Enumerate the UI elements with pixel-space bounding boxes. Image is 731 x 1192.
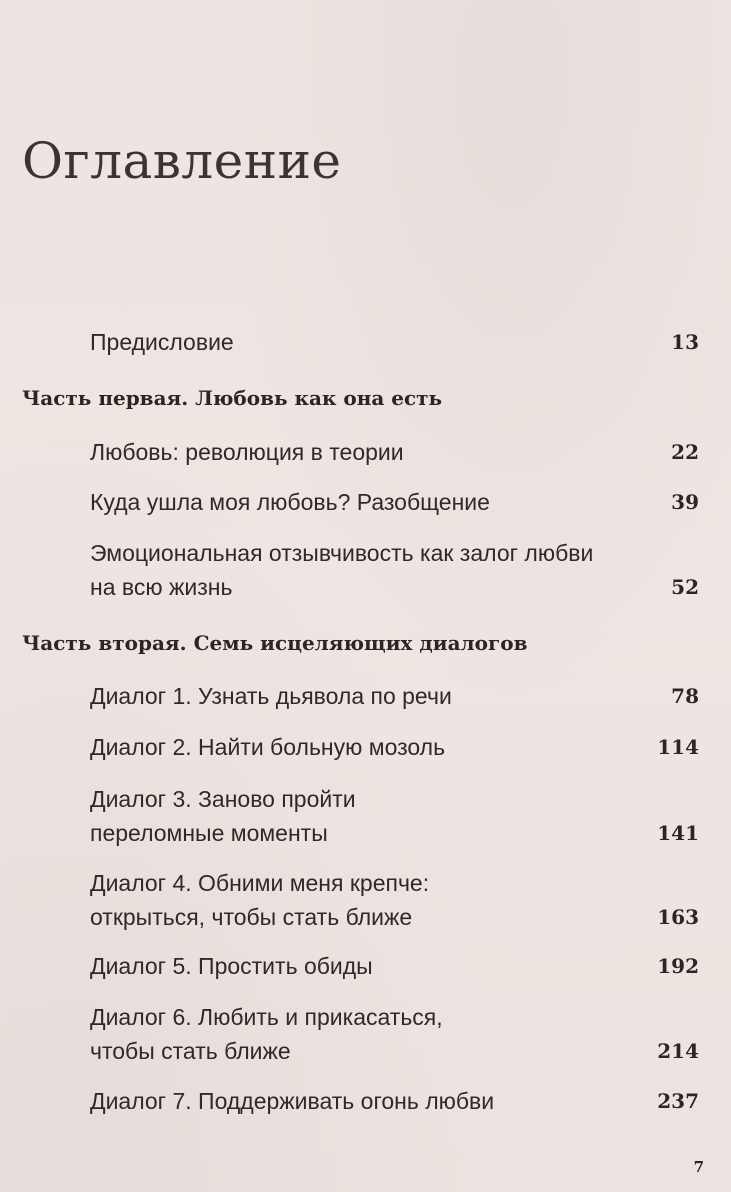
toc-page-number: 22 [671, 440, 699, 464]
toc-entry [90, 435, 699, 469]
toc-entry-label-line-1: Диалог 3. Заново пройти [90, 786, 356, 812]
toc-entry-label-line-2: на всю жизнь [90, 574, 233, 600]
toc-entry-label: Куда ушла моя любовь? Разобщение [90, 489, 490, 515]
page-number: 7 [693, 1158, 704, 1176]
toc-entry-label: Предисловие [90, 329, 234, 355]
toc-entry-label-line-1: Эмоциональная отзывчивость как залог любви [90, 540, 594, 566]
toc-entry [90, 730, 699, 764]
toc-page-number: 192 [657, 954, 699, 978]
toc-page-number: 141 [657, 821, 699, 845]
toc-entry-label-line-1: Диалог 6. Любить и прикасаться, [90, 1004, 443, 1030]
toc-entry [90, 782, 699, 850]
toc-entry [90, 679, 699, 713]
toc-entry-label: Диалог 1. Узнать дьявола по речи [90, 683, 452, 709]
toc-entry-label: Диалог 7. Поддерживать огонь любви [90, 1088, 495, 1114]
toc-entry-preface [90, 325, 699, 359]
toc-page-number: 52 [671, 575, 699, 599]
toc-page-number: 114 [657, 735, 699, 759]
toc-page-number: 78 [671, 684, 699, 708]
toc-page-number: 163 [657, 905, 699, 929]
toc-entry-label: Диалог 5. Простить обиды [90, 953, 373, 979]
toc-entry [90, 485, 699, 519]
toc-entry-label-line-2: открыться, чтобы стать ближе [90, 904, 413, 930]
toc-page-number: 39 [671, 490, 699, 514]
toc-entry [90, 1084, 699, 1118]
part-1-heading: Часть первая. Любовь как она есть [22, 386, 443, 410]
toc-entry [90, 866, 699, 934]
toc-entry-label: Диалог 2. Найти больную мозоль [90, 734, 446, 760]
page-title: Оглавление [22, 132, 342, 190]
toc-page-number: 214 [657, 1039, 699, 1063]
part-2-heading: Часть вторая. Семь исцеляющих диалогов [22, 631, 528, 655]
toc-entry [90, 949, 699, 983]
toc-entry-label-line-2: чтобы стать ближе [90, 1038, 291, 1064]
toc-page-number: 13 [671, 330, 699, 354]
toc-entry [90, 1000, 699, 1068]
toc-entry-label-line-1: Диалог 4. Обними меня крепче: [90, 870, 430, 896]
toc-entry [90, 536, 699, 604]
toc-entry-label: Любовь: революция в теории [90, 439, 404, 465]
toc-page-number: 237 [657, 1089, 699, 1113]
toc-entry-label-line-2: переломные моменты [90, 820, 328, 846]
